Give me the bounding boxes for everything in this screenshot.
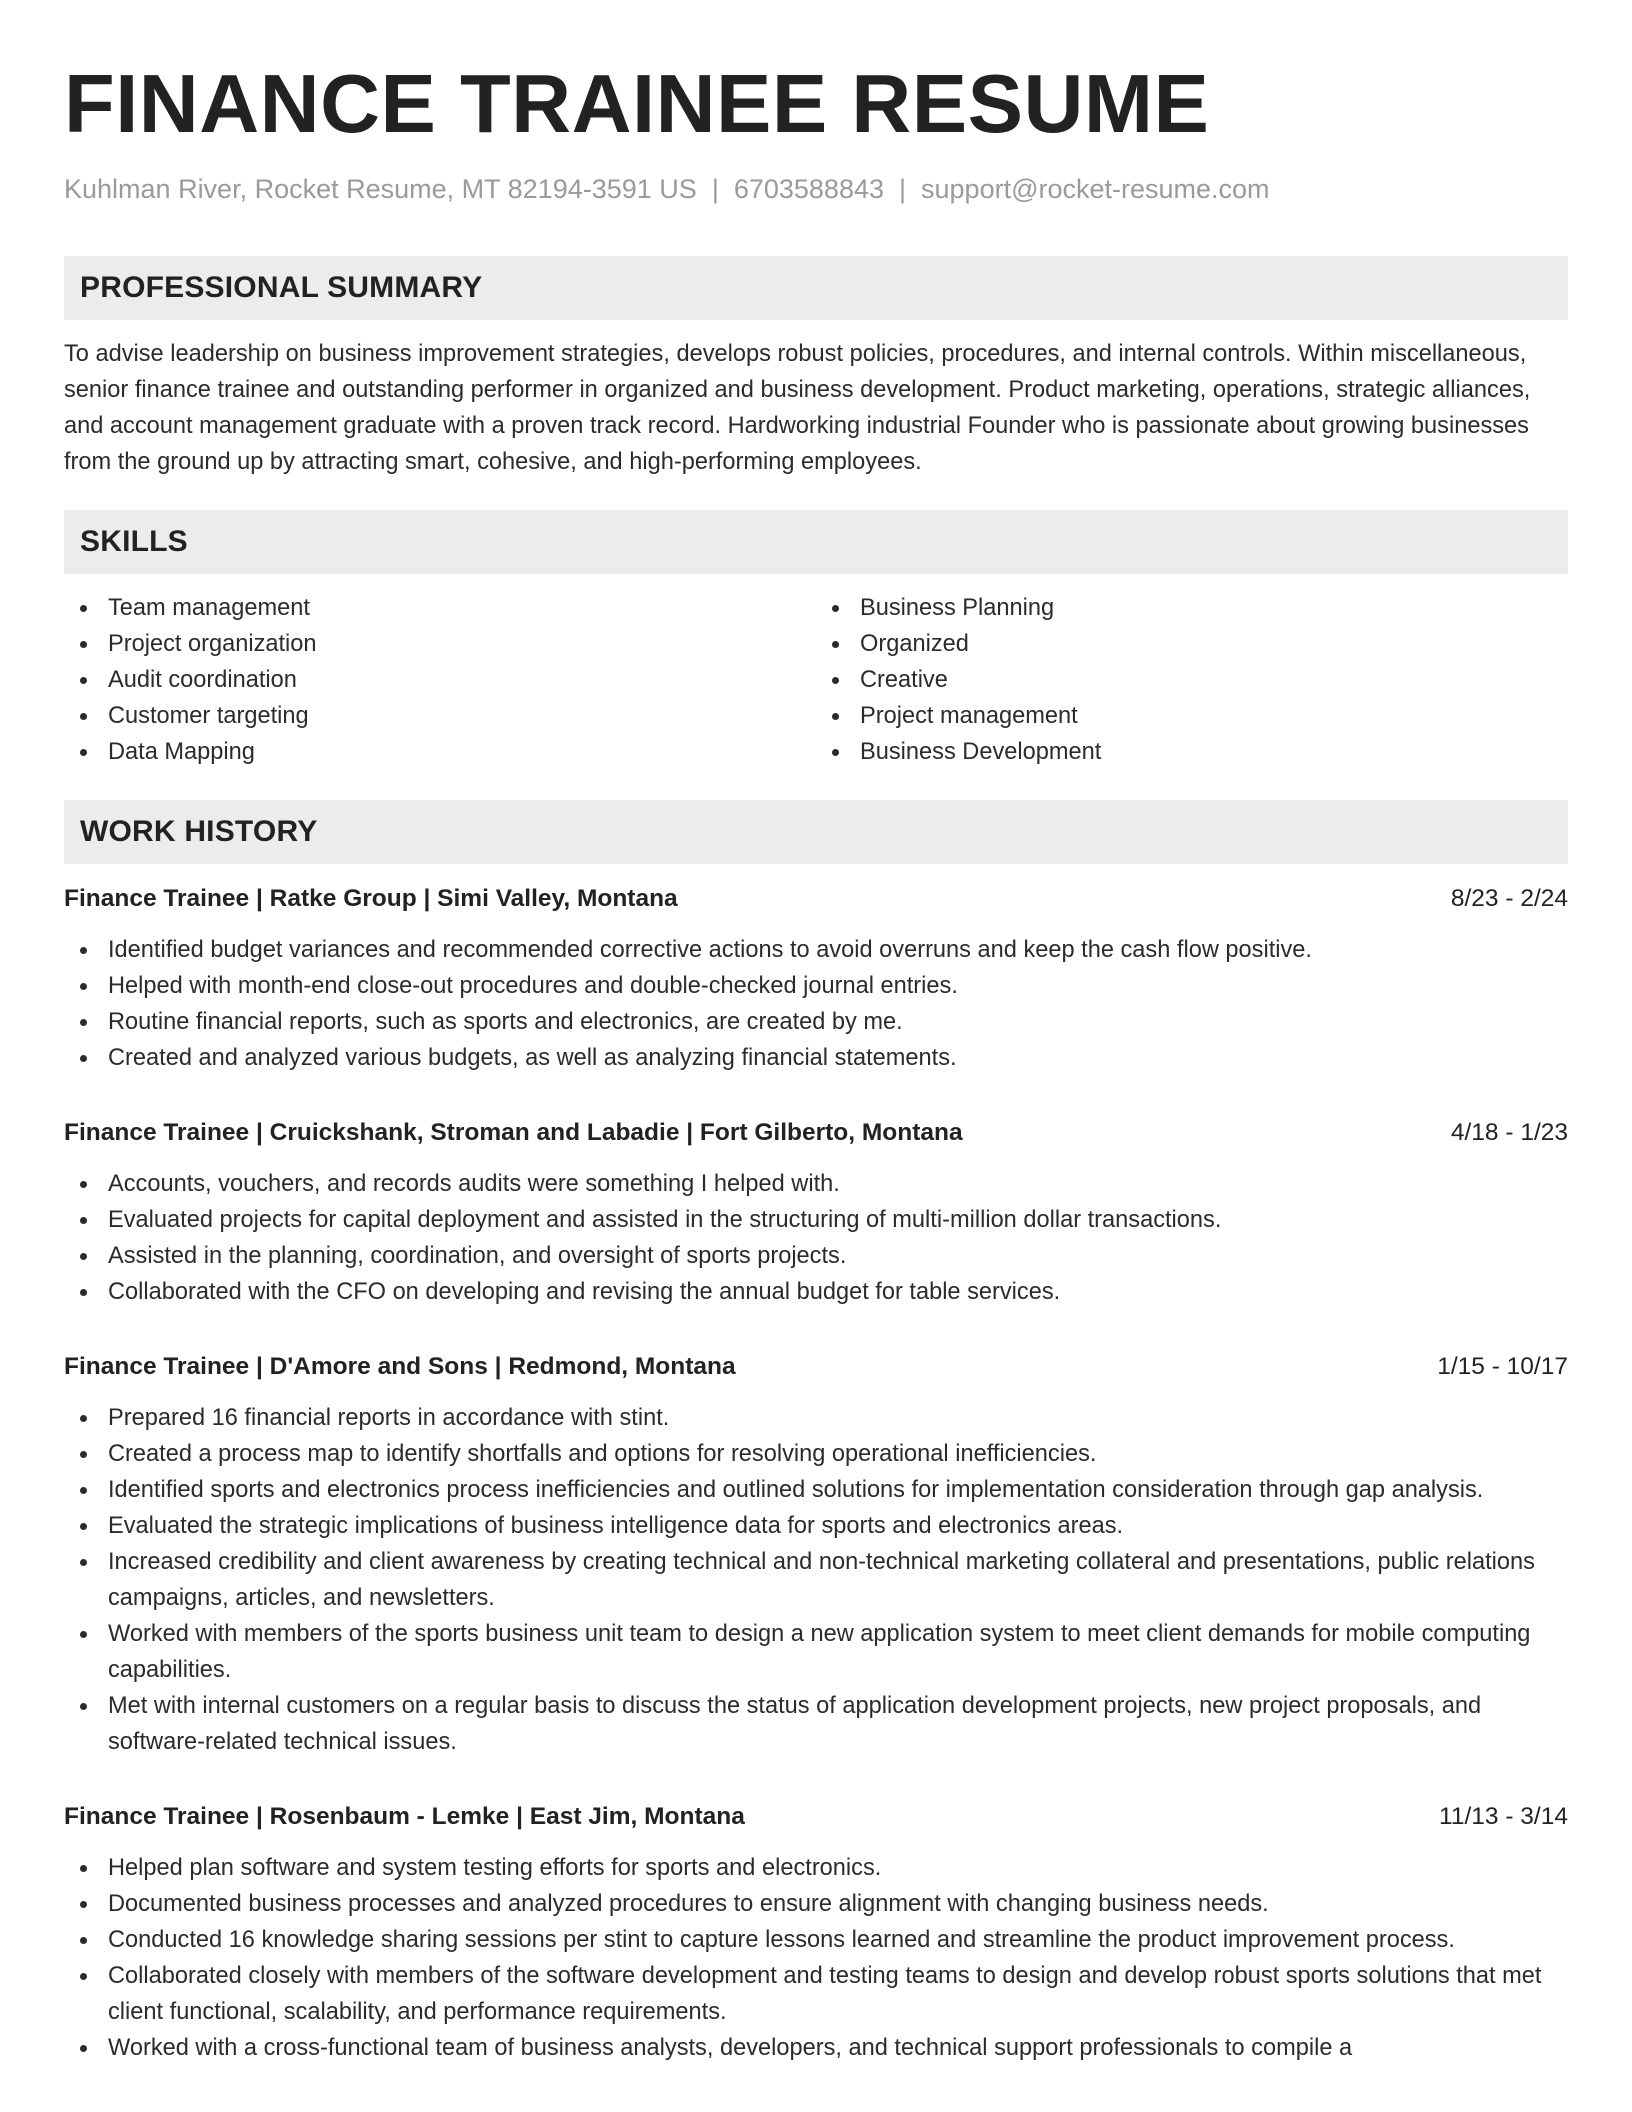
job-title: Finance Trainee | D'Amore and Sons | Redmond, Montana (64, 1353, 736, 1380)
job-duties (64, 1400, 1568, 1760)
summary-text: To advise leadership on business improvement strategies, develops robust policies, procedures, and internal controls. Within miscellaneous, senior finance trainee and outstanding performer in organized and business development. Product marketing, operations, strategic alliances, and account management graduate with a proven track record. Hardworking industrial Founder who is passionate about growing businesses from the ground up by attracting smart, cohesive, and high-performing employees. (64, 341, 1531, 475)
job-title: Finance Trainee | Ratke Group | Simi Valley, Montana (64, 885, 678, 912)
skill-item: Business Development (816, 734, 1568, 770)
job-entry (64, 882, 1568, 1076)
skills-heading: SKILLS (64, 510, 1568, 574)
duty-item: Conducted 16 knowledge sharing sessions per stint to capture lessons learned and streamline the product improvement process. (64, 1922, 1568, 1958)
duty-item: Increased credibility and client awareness by creating technical and non-technical marketing collateral and presentations, public relations campaigns, articles, and newsletters. (64, 1544, 1568, 1616)
skills-grid (64, 590, 1568, 770)
skills-section (64, 510, 1568, 770)
job-entry (64, 1350, 1568, 1760)
duty-item: Created and analyzed various budgets, as well as analyzing financial statements. (64, 1040, 1568, 1076)
job-title: Finance Trainee | Rosenbaum - Lemke | East Jim, Montana (64, 1803, 745, 1830)
contact-email: support@rocket-resume.com (921, 174, 1270, 204)
duty-item: Collaborated closely with members of the software development and testing teams to design and develop robust sports solutions that met client functional, scalability, and performance requirements. (64, 1958, 1568, 2030)
duty-item: Met with internal customers on a regular basis to discuss the status of application development projects, new project proposals, and software-related technical issues. (64, 1688, 1568, 1760)
skills-list-right (816, 590, 1568, 770)
job-dates: 8/23 - 2/24 (1450, 885, 1568, 912)
duty-item: Evaluated the strategic implications of business intelligence data for sports and electronics areas. (64, 1508, 1568, 1544)
job-duties (64, 1166, 1568, 1310)
skill-item: Creative (816, 662, 1568, 698)
skill-item: Team management (64, 590, 816, 626)
duty-item: Prepared 16 financial reports in accordance with stint. (64, 1400, 1568, 1436)
duty-item: Created a process map to identify shortfalls and options for resolving operational inefficiencies. (64, 1436, 1568, 1472)
job-header (64, 882, 1568, 916)
skill-item: Audit coordination (64, 662, 816, 698)
duty-item: Evaluated projects for capital deployment and assisted in the structuring of multi-million dollar transactions. (64, 1202, 1568, 1238)
duty-item: Identified sports and electronics process inefficiencies and outlined solutions for implementation consideration through gap analysis. (64, 1472, 1568, 1508)
job-header (64, 1350, 1568, 1384)
job-dates: 1/15 - 10/17 (1437, 1353, 1568, 1380)
contact-line (64, 172, 1568, 206)
skills-list-left (64, 590, 816, 770)
skill-item: Data Mapping (64, 734, 816, 770)
duty-item: Worked with members of the sports business unit team to design a new application system to meet client demands for mobile computing capabilities. (64, 1616, 1568, 1688)
skill-item: Business Planning (816, 590, 1568, 626)
summary-section (64, 256, 1568, 480)
job-header (64, 1800, 1568, 1834)
skill-item: Customer targeting (64, 698, 816, 734)
duty-item: Assisted in the planning, coordination, and oversight of sports projects. (64, 1238, 1568, 1274)
job-entry (64, 1116, 1568, 1310)
contact-address: Kuhlman River, Rocket Resume, MT 82194-3591 US (64, 174, 697, 204)
work-history-section (64, 800, 1568, 2066)
contact-separator: | (899, 174, 907, 204)
duty-item: Worked with a cross-functional team of business analysts, developers, and technical support professionals to compile a (64, 2030, 1568, 2066)
skill-item: Project organization (64, 626, 816, 662)
duty-item: Routine financial reports, such as sports and electronics, are created by me. (64, 1004, 1568, 1040)
contact-phone: 6703588843 (733, 174, 884, 204)
resume-title: FINANCE TRAINEE RESUME (64, 57, 1210, 150)
job-header (64, 1116, 1568, 1150)
duty-item: Documented business processes and analyzed procedures to ensure alignment with changing business needs. (64, 1886, 1568, 1922)
duty-item: Helped plan software and system testing efforts for sports and electronics. (64, 1850, 1568, 1886)
contact-separator: | (711, 174, 719, 204)
job-dates: 4/18 - 1/23 (1450, 1119, 1568, 1146)
job-dates: 11/13 - 3/14 (1439, 1803, 1568, 1830)
job-duties (64, 1850, 1568, 2066)
job-entry (64, 1800, 1568, 2066)
duty-item: Identified budget variances and recommended corrective actions to avoid overruns and keep the cash flow positive. (64, 932, 1568, 968)
summary-heading: PROFESSIONAL SUMMARY (64, 256, 1568, 320)
job-duties (64, 932, 1568, 1076)
duty-item: Collaborated with the CFO on developing and revising the annual budget for table services. (64, 1274, 1568, 1310)
duty-item: Helped with month-end close-out procedures and double-checked journal entries. (64, 968, 1568, 1004)
work-history-heading: WORK HISTORY (64, 800, 1568, 864)
skill-item: Organized (816, 626, 1568, 662)
skill-item: Project management (816, 698, 1568, 734)
job-title: Finance Trainee | Cruickshank, Stroman and Labadie | Fort Gilberto, Montana (64, 1119, 963, 1146)
duty-item: Accounts, vouchers, and records audits were something I helped with. (64, 1166, 1568, 1202)
